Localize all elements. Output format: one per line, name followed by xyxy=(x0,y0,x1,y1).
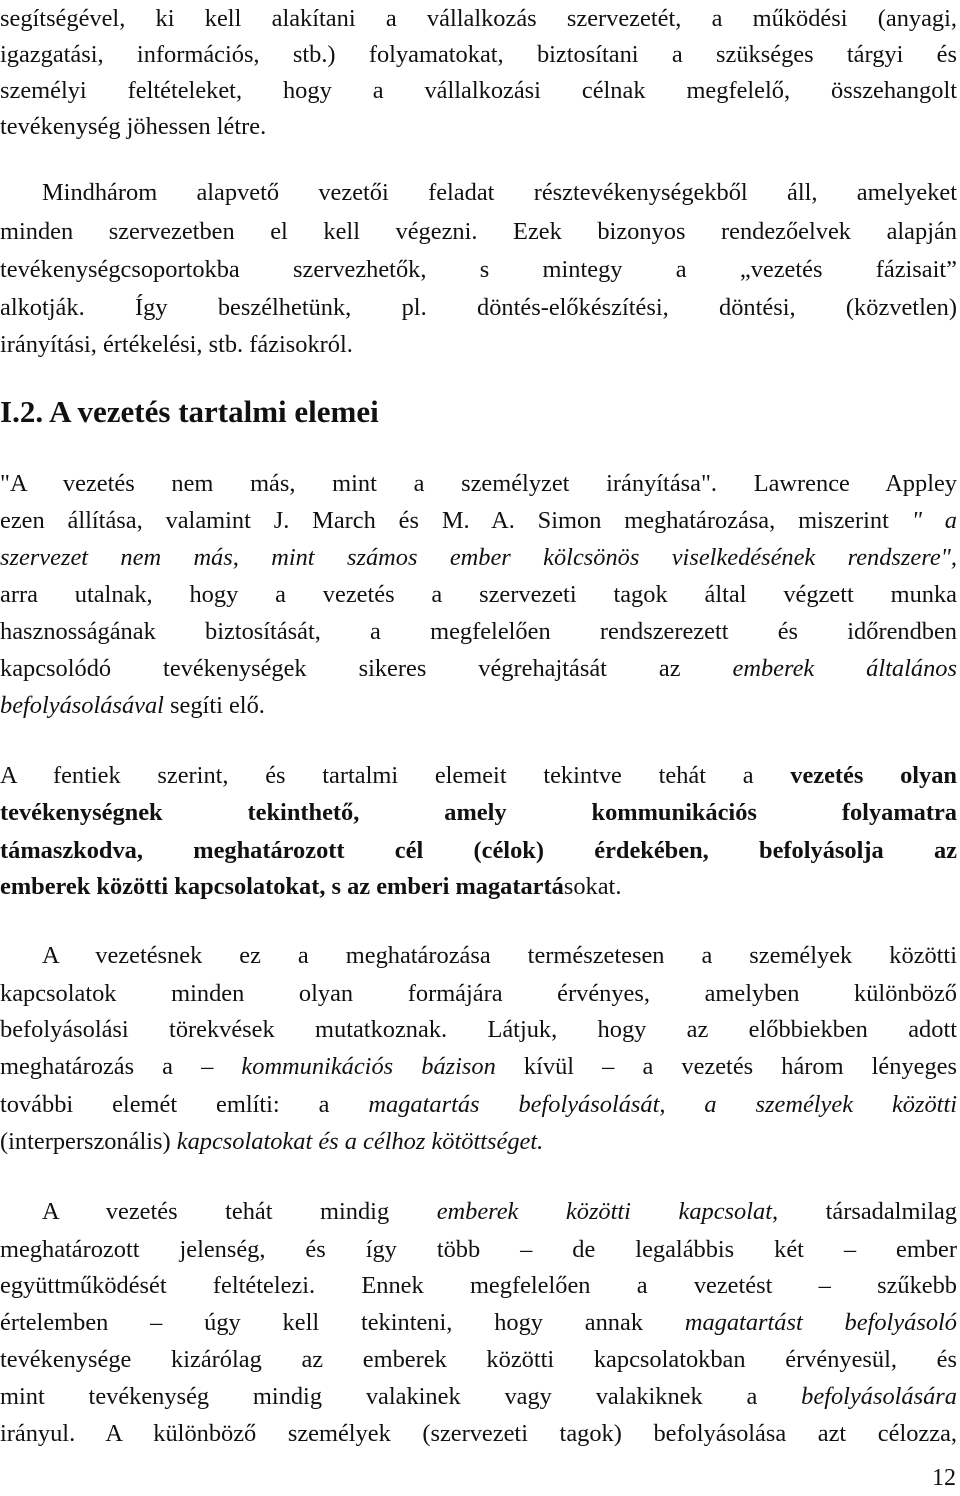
text-run: további elemét említi: a xyxy=(0,1091,369,1118)
text-line xyxy=(0,1124,957,1160)
section-heading: I.2. A vezetés tartalmi elemei xyxy=(0,394,379,429)
text-run: A vezetés tehát mindig xyxy=(42,1198,437,1225)
italic-run: kapcsolatokat és a célhoz kötöttséget. xyxy=(176,1128,544,1155)
text-run: kapcsolódó tevékenységek sikeres végrehajtását az xyxy=(0,655,733,682)
text-line: meghatározott jelenség, és így több – de legalábbis két – ember xyxy=(0,1236,957,1263)
text-line: tevékenységcsoportokba szervezhetők, s mintegy a „vezetés fázisait” xyxy=(0,256,957,283)
text-line: irányítási, értékelési, stb. fázisokról. xyxy=(0,331,353,358)
text-line: minden szervezetben el kell végezni. Ezek bizonyos rendezőelvek alapján xyxy=(0,218,957,245)
italic-run: emberek általános xyxy=(732,655,957,682)
text-run: értelemben – úgy kell tekinteni, hogy annak xyxy=(0,1309,685,1336)
text-line xyxy=(0,795,957,831)
text-line xyxy=(0,1049,957,1085)
text-line: személyi feltételeket, hogy a vállalkozási célnak megfelelő, összehangolt xyxy=(0,77,957,104)
text-line xyxy=(0,869,957,905)
text-run: társadalmilag xyxy=(778,1198,957,1225)
text-line xyxy=(0,833,957,869)
text-line xyxy=(0,758,957,794)
bold-run: támaszkodva, meghatározott cél (célok) érdekében, befolyásolja az xyxy=(0,837,957,864)
italic-run: kommunikációs bázison xyxy=(241,1053,496,1080)
text-line: együttműködését feltételezi. Ennek megfelelően a vezetést – szűkebb xyxy=(0,1272,957,1299)
text-line: alkotják. Így beszélhetünk, pl. döntés-előkészítési, döntési, (közvetlen) xyxy=(0,294,957,321)
text-line xyxy=(0,1194,957,1230)
text-line: tevékenysége kizárólag az emberek közötti kapcsolatokban érvényesül, és xyxy=(0,1346,957,1373)
text-line xyxy=(0,688,957,724)
text-line xyxy=(0,1305,957,1341)
italic-run: emberek közötti kapcsolat, xyxy=(436,1198,779,1225)
italic-run: befolyásolására xyxy=(801,1383,957,1410)
bold-run: emberek közötti kapcsolatokat, s az emberi magatartá xyxy=(0,873,564,900)
text-line xyxy=(0,651,957,687)
text-line: Mindhárom alapvető vezetői feladat résztevékenységekből áll, amelyeket xyxy=(42,179,957,206)
text-line xyxy=(0,1087,957,1123)
text-line: arra utalnak, hogy a vezetés a szervezeti tagok által végzett munka xyxy=(0,581,957,608)
text-line xyxy=(0,503,957,539)
text-line: igazgatási, információs, stb.) folyamatokat, biztosítani a szükséges tárgyi és xyxy=(0,41,957,68)
text-line: "A vezetés nem más, mint a személyzet irányítása". Lawrence Appley xyxy=(0,470,957,497)
bold-run: vezetés olyan xyxy=(790,762,958,789)
italic-run: befolyásolásával xyxy=(0,692,164,719)
text-line: tevékenység jöhessen létre. xyxy=(0,113,267,140)
text-run: A fentiek szerint, és tartalmi elemeit tekintve tehát a xyxy=(0,762,791,789)
italic-run: szervezet nem más, mint számos ember kölcsönös viselkedésének rendszere", xyxy=(0,544,957,571)
text-line: hasznosságának biztosítását, a megfelelően rendszerezett és időrendben xyxy=(0,618,957,645)
italic-run: magatartást befolyásoló xyxy=(684,1309,958,1336)
text-line: befolyásolási törekvések mutatkoznak. Látjuk, hogy az előbbiekben adott xyxy=(0,1016,957,1043)
text-line xyxy=(0,540,957,576)
text-run: kívül – a vezetés három lényeges xyxy=(495,1053,957,1080)
text-run: mint tevékenység mindig valakinek vagy valakiknek a xyxy=(0,1383,802,1410)
text-run: segíti elő. xyxy=(163,692,265,719)
text-line: irányul. A különböző személyek (szervezeti tagok) befolyásolása azt célozza, xyxy=(0,1420,957,1447)
text-run: (interperszonális) xyxy=(0,1128,177,1155)
italic-run: " a xyxy=(911,507,957,534)
italic-run: magatartás befolyásolását, a személyek közötti xyxy=(368,1091,958,1118)
text-line: A vezetésnek ez a meghatározása természetesen a személyek közötti xyxy=(42,942,957,969)
page-number: 12 xyxy=(932,1465,956,1491)
text-line: segítségével, ki kell alakítani a vállalkozás szervezetét, a működési (anyagi, xyxy=(0,5,957,32)
text-run: ezen állítása, valamint J. March és M. A. Simon meghatározása, miszerint xyxy=(0,507,912,534)
text-line xyxy=(0,1379,957,1415)
text-run: sokat. xyxy=(563,873,622,900)
text-line: kapcsolatok minden olyan formájára érvényes, amelyben különböző xyxy=(0,980,957,1007)
bold-run: tevékenységnek tekinthető, amely kommunikációs folyamatra xyxy=(0,799,957,826)
text-run: meghatározás a – xyxy=(0,1053,242,1080)
